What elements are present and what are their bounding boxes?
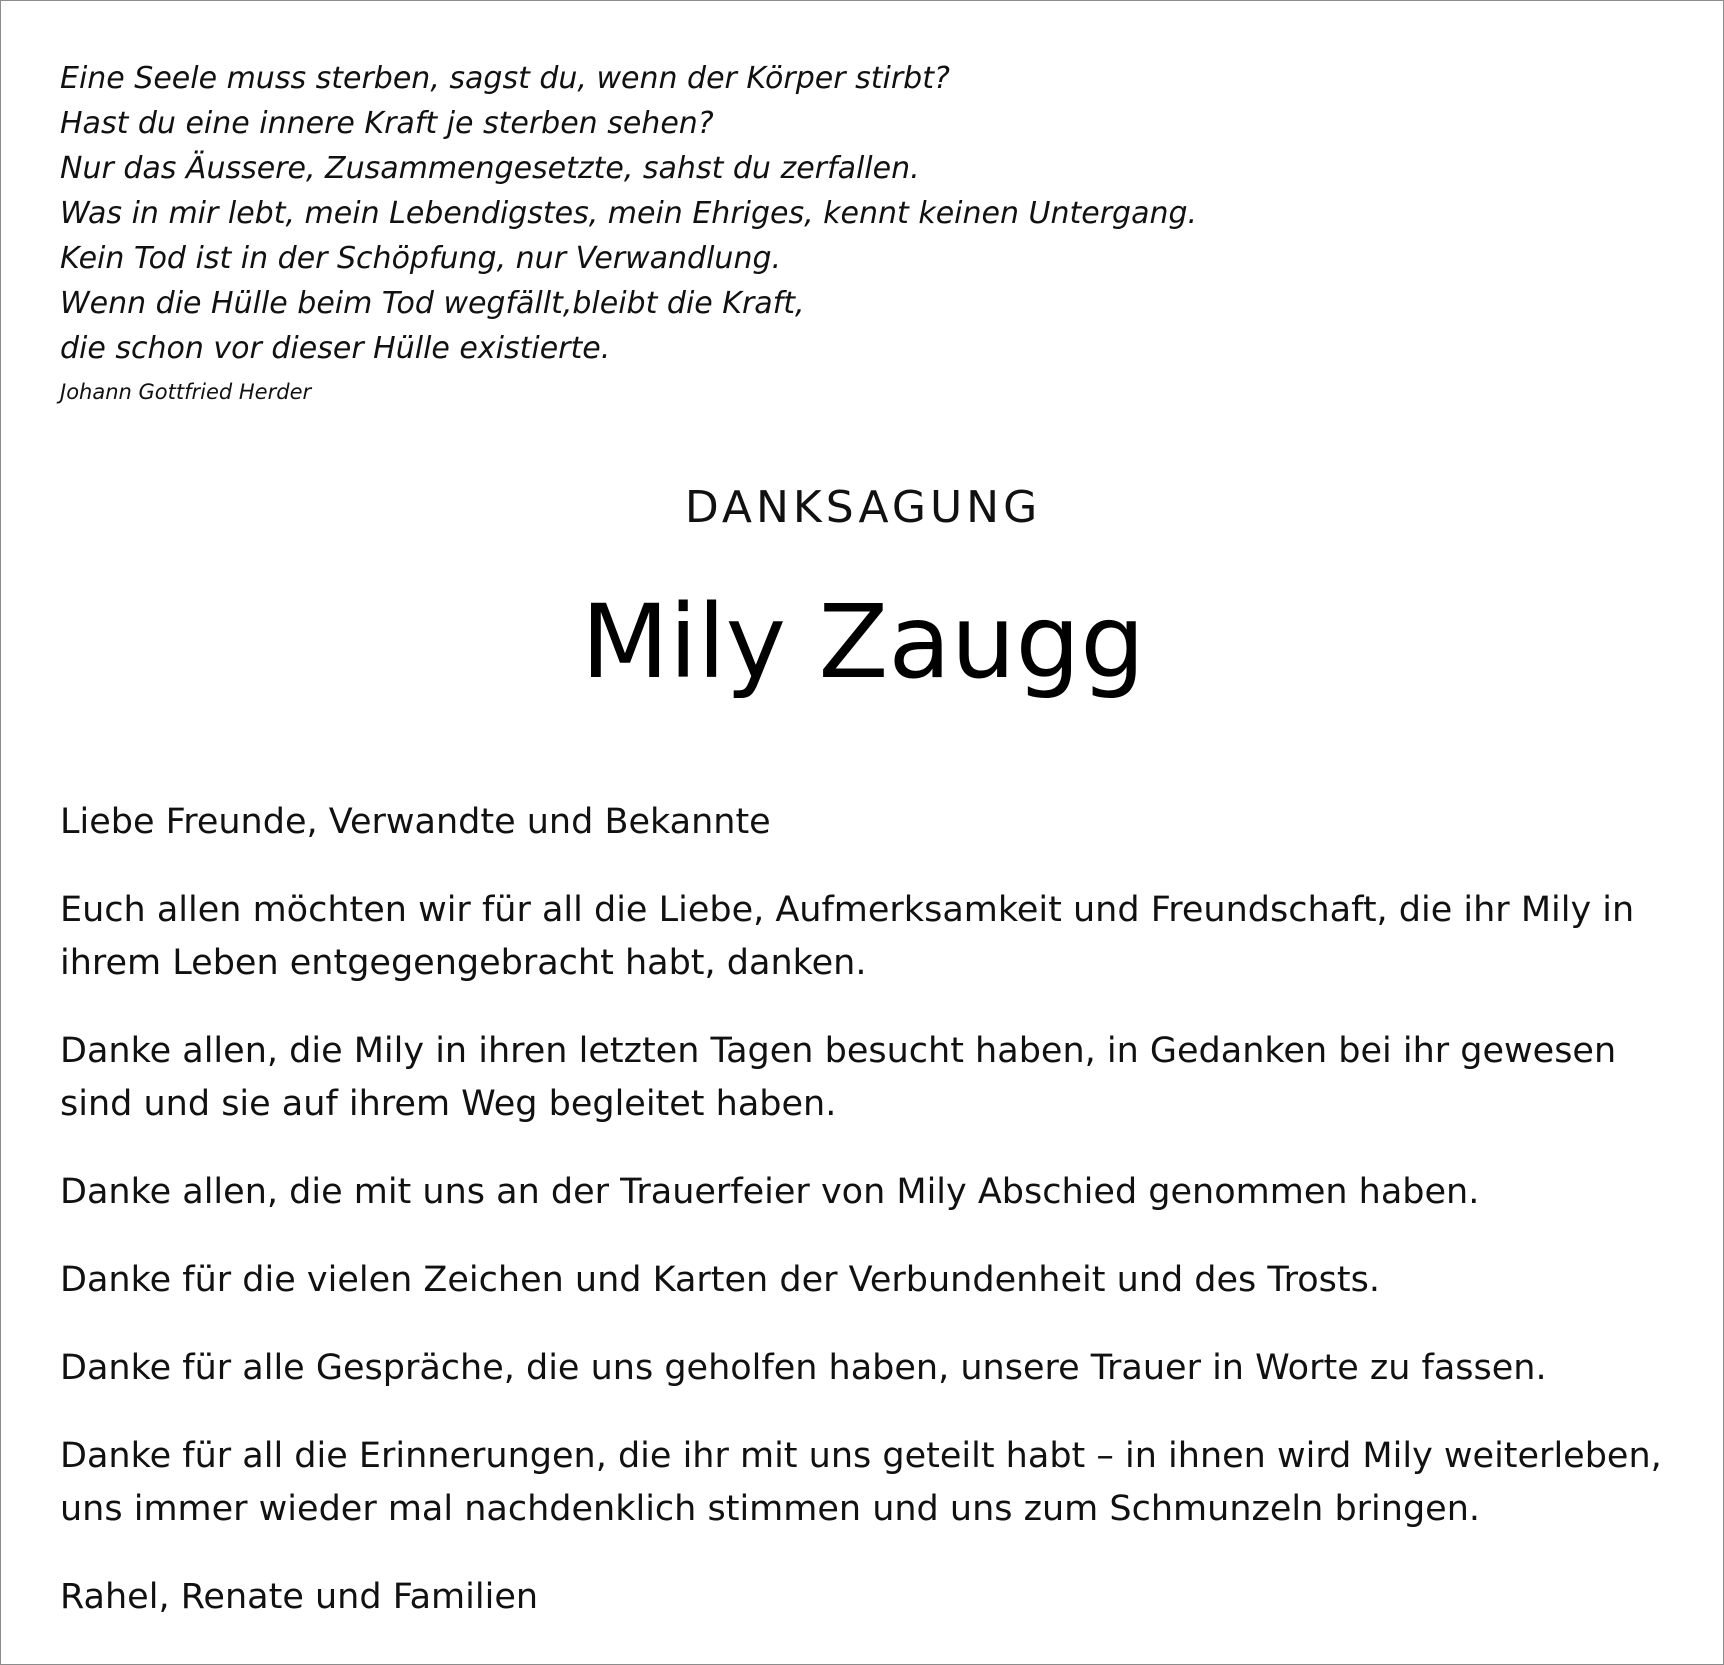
paragraph: Danke allen, die Mily in ihren letzten Tagen besucht haben, in Gedanken bei ihr gewesen sind und sie auf ihrem Weg begleitet haben. — [60, 1031, 1617, 1124]
paragraph: Danke allen, die mit uns an der Trauerfeier von Mily Abschied genommen haben. — [60, 1172, 1480, 1212]
quote-line: die schon vor dieser Hülle existierte. — [60, 331, 611, 366]
paragraph: Danke für alle Gespräche, die uns geholfen haben, unsere Trauer in Worte zu fassen. — [60, 1348, 1547, 1388]
deceased-name: Mily Zaugg — [581, 583, 1145, 702]
quote-line: Nur das Äussere, Zusammengesetzte, sahst du zerfallen. — [60, 151, 920, 186]
paragraph: Danke für all die Erinnerungen, die ihr mit uns geteilt habt – in ihnen wird Mily weiterleben, uns immer wieder mal nachdenklich stimmen und uns zum Schmunzeln bringen. — [60, 1436, 1662, 1529]
quote-line: Kein Tod ist in der Schöpfung, nur Verwandlung. — [60, 241, 782, 276]
thank-you-text — [60, 796, 1675, 1659]
quote-line: Was in mir lebt, mein Lebendigstes, mein Ehriges, kennt keinen Untergang. — [60, 196, 1198, 231]
paragraph: Danke für die vielen Zeichen und Karten der Verbundenheit und des Trosts. — [60, 1260, 1380, 1300]
paragraph: Euch allen möchten wir für all die Liebe, Aufmerksamkeit und Freundschaft, die ihr Mily in ihrem Leben entgegengebracht habt, danken. — [60, 890, 1635, 983]
quote-line: Eine Seele muss sterben, sagst du, wenn der Körper stirbt? — [60, 61, 950, 96]
poem-quote — [60, 56, 1660, 407]
quote-line: Wenn die Hülle beim Tod wegfällt,bleibt die Kraft, — [60, 286, 805, 321]
notice-heading: DANKSAGUNG — [684, 482, 1042, 533]
signature: Rahel, Renate und Familien — [60, 1577, 539, 1617]
quote-author: Johann Gottfried Herder — [60, 380, 312, 404]
salutation: Liebe Freunde, Verwandte und Bekannte — [60, 802, 771, 842]
quote-line: Hast du eine innere Kraft je sterben sehen? — [60, 106, 714, 141]
